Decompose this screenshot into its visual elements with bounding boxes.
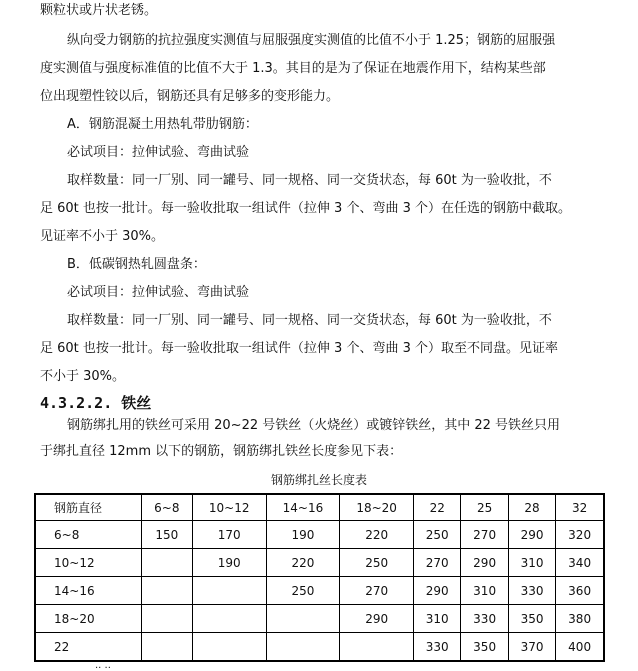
body-line: 颗粒状或片状老锈。 xyxy=(40,3,158,18)
table-cell: 330 xyxy=(461,605,508,633)
table-row xyxy=(35,605,604,633)
footer-fragment: .. .. xyxy=(95,660,111,671)
table-cell: 220 xyxy=(266,549,340,577)
table-cell: 22 xyxy=(35,633,141,662)
body-line: A．钢筋混凝土用热轧带肋钢筋： xyxy=(67,117,258,132)
table-cell xyxy=(192,605,266,633)
body-line: 取样数量：同一厂别、同一罐号、同一规格、同一交货状态，每 60t 为一验收批，不 xyxy=(67,173,552,188)
table-cell: 270 xyxy=(340,577,414,605)
table-header-cell: 32 xyxy=(556,494,604,521)
body-line: 位出现塑性铰以后，钢筋还具有足够多的变形能力。 xyxy=(40,89,340,104)
table-cell: 350 xyxy=(508,605,555,633)
body-line: 于绑扎直径 12mm 以下的钢筋，钢筋绑扎铁丝长度参见下表： xyxy=(40,444,403,459)
table-header-row xyxy=(35,494,604,521)
table-header-cell: 28 xyxy=(508,494,555,521)
table-header-cell: 6~8 xyxy=(141,494,192,521)
table-cell xyxy=(141,549,192,577)
section-heading: 4.3.2.2. 铁丝 xyxy=(40,394,152,412)
table-cell: 250 xyxy=(414,521,461,549)
table-cell: 270 xyxy=(414,549,461,577)
table-cell: 190 xyxy=(192,549,266,577)
table-row xyxy=(35,577,604,605)
table-cell: 350 xyxy=(461,633,508,662)
table-cell: 190 xyxy=(266,521,340,549)
body-line: 必试项目：拉伸试验、弯曲试验 xyxy=(67,285,250,300)
table-header-cell: 22 xyxy=(414,494,461,521)
table-header-cell: 钢筋直径 xyxy=(35,494,141,521)
table-cell: 320 xyxy=(556,521,604,549)
table-cell xyxy=(266,633,340,662)
table-cell: 330 xyxy=(508,577,555,605)
table-header-cell: 14~16 xyxy=(266,494,340,521)
table-cell: 290 xyxy=(508,521,555,549)
table-cell xyxy=(141,605,192,633)
table-row xyxy=(35,521,604,549)
table-cell: 150 xyxy=(141,521,192,549)
table-header-cell: 10~12 xyxy=(192,494,266,521)
body-line: 钢筋绑扎用的铁丝可采用 20~22 号铁丝（火烧丝）或镀锌铁丝，其中 22 号铁丝只用 xyxy=(67,418,561,433)
body-line: 足 60t 也按一批计。每一验收批取一组试件（拉伸 3 个、弯曲 3 个）在任选的钢筋中截取。 xyxy=(40,201,571,216)
table-cell xyxy=(340,633,414,662)
table-cell: 310 xyxy=(508,549,555,577)
table-cell: 6~8 xyxy=(35,521,141,549)
table-cell: 380 xyxy=(556,605,604,633)
table-cell: 250 xyxy=(340,549,414,577)
body-line: 纵向受力钢筋的抗拉强度实测值与屈服强度实测值的比值不小于 1.25；钢筋的屈服强 xyxy=(67,33,556,48)
table-cell: 310 xyxy=(414,605,461,633)
body-line: 度实测值与强度标准值的比值不大于 1.3。其目的是为了保证在地震作用下，结构某些部 xyxy=(40,61,546,76)
table-row xyxy=(35,633,604,662)
body-line: 必试项目：拉伸试验、弯曲试验 xyxy=(67,145,250,160)
body-line: 见证率不小于 30%。 xyxy=(40,229,165,244)
body-line: 取样数量：同一厂别、同一罐号、同一规格、同一交货状态，每 60t 为一验收批，不 xyxy=(67,313,552,328)
table-row xyxy=(35,549,604,577)
table-cell: 290 xyxy=(414,577,461,605)
table-cell: 370 xyxy=(508,633,555,662)
table-cell: 290 xyxy=(461,549,508,577)
body-line: 不小于 30%。 xyxy=(40,369,126,384)
wire-length-table xyxy=(34,493,605,662)
table-cell: 270 xyxy=(461,521,508,549)
table-cell: 220 xyxy=(340,521,414,549)
table-cell: 18~20 xyxy=(35,605,141,633)
table-cell: 310 xyxy=(461,577,508,605)
table-header-cell: 18~20 xyxy=(340,494,414,521)
table-cell: 290 xyxy=(340,605,414,633)
table-cell: 340 xyxy=(556,549,604,577)
table-cell xyxy=(192,633,266,662)
table-cell: 250 xyxy=(266,577,340,605)
table-cell xyxy=(192,577,266,605)
table-cell: 170 xyxy=(192,521,266,549)
table-header-cell: 25 xyxy=(461,494,508,521)
table-cell: 14~16 xyxy=(35,577,141,605)
table-cell: 360 xyxy=(556,577,604,605)
table-cell xyxy=(141,577,192,605)
body-line: 足 60t 也按一批计。每一验收批取一组试件（拉伸 3 个、弯曲 3 个）取至不同盘。见证率 xyxy=(40,341,558,356)
body-line: B．低碳钢热轧圆盘条： xyxy=(67,257,206,272)
table-cell xyxy=(141,633,192,662)
table-caption: 钢筋绑扎丝长度表 xyxy=(270,473,367,487)
table-cell: 330 xyxy=(414,633,461,662)
table-cell xyxy=(266,605,340,633)
table-cell: 10~12 xyxy=(35,549,141,577)
table-cell: 400 xyxy=(556,633,604,662)
